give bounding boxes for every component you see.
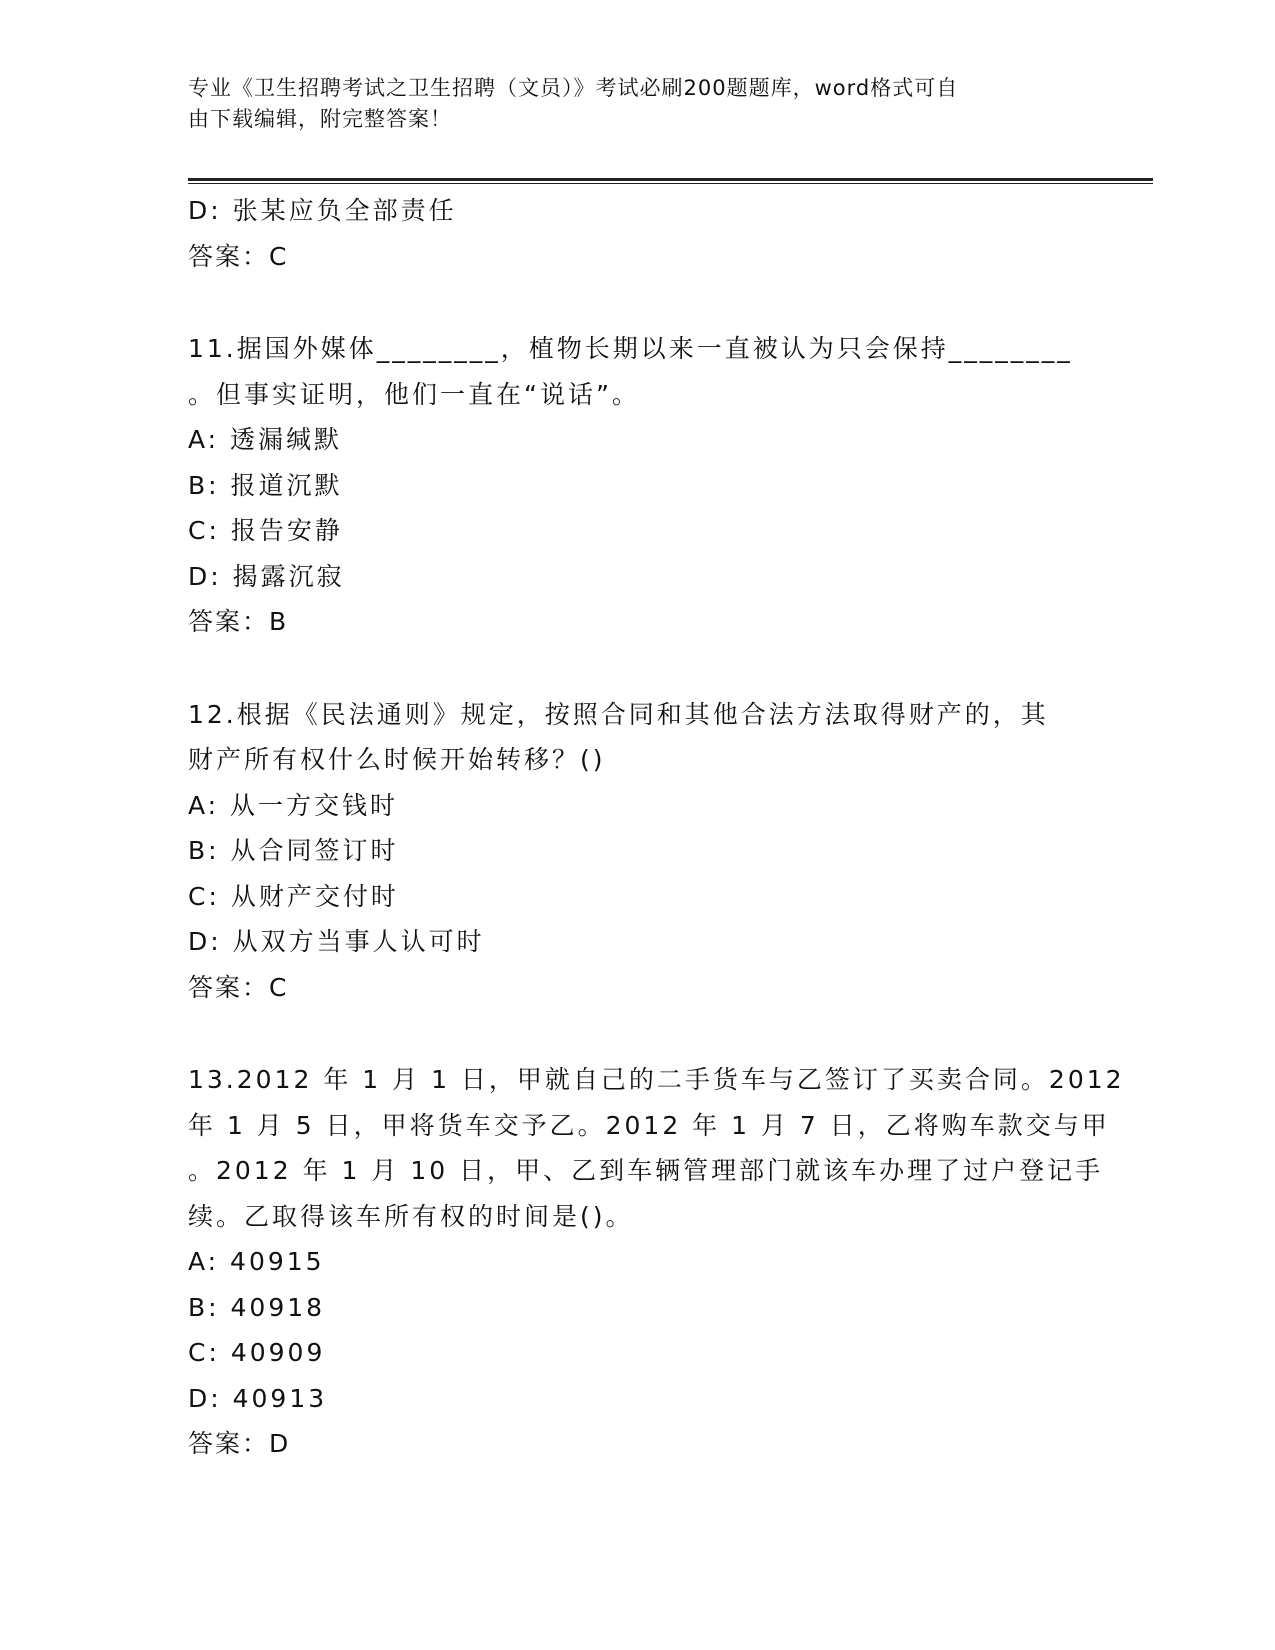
- question-11-stem-line-1: 11.据国外媒体________，植物长期以来一直被认为只会保持________: [188, 334, 1073, 363]
- header-divider-thick: [188, 178, 1153, 181]
- question-13-stem-line-1: 13.2012 年 1 月 1 日，甲就自己的二手货车与乙签订了买卖合同。2012: [188, 1065, 1125, 1094]
- question-11-option-b: B: 报道沉默: [188, 470, 343, 500]
- question-13-stem-line-4: 续。乙取得该车所有权的时间是()。: [188, 1201, 634, 1231]
- question-12-option-a: A: 从一方交钱时: [188, 790, 399, 820]
- question-12-stem-line-2: 财产所有权什么时候开始转移？(): [188, 745, 606, 774]
- question-13-stem-line-3: 。2012 年 1 月 10 日，甲、乙到车辆管理部门就该车办理了过户登记手: [188, 1156, 1104, 1185]
- question-11-option-d: D: 揭露沉寂: [188, 561, 345, 591]
- question-11-option-c: C: 报告安静: [188, 516, 343, 545]
- question-12: [188, 692, 1088, 1011]
- question-13-option-d: D: 40913: [188, 1383, 328, 1413]
- question-13-option-c: C: 40909: [188, 1338, 326, 1367]
- question-11-stem-line-2: 。但事实证明，他们一直在“说话”。: [188, 379, 640, 409]
- page-header: [188, 73, 1068, 135]
- header-line-2: 由下载编辑，附完整答案！: [188, 107, 452, 131]
- question-12-option-b: B: 从合同签订时: [188, 836, 399, 865]
- prev-answer: 答案：C: [188, 241, 289, 271]
- question-13-option-a: A: 40915: [188, 1247, 325, 1276]
- question-content: [188, 188, 1125, 1467]
- question-13-option-b: B: 40918: [188, 1292, 326, 1322]
- question-13-stem-line-2: 年 1 月 5 日，甲将货车交予乙。2012 年 1 月 7 日，乙将购车款交与甲: [188, 1110, 1110, 1140]
- spacer: [188, 1010, 1088, 1057]
- question-11-answer: 答案：B: [188, 607, 289, 636]
- question-13: [188, 1057, 1125, 1467]
- question-11: [188, 326, 1088, 645]
- question-12-option-d: D: 从双方当事人认可时: [188, 927, 485, 956]
- question-12-answer: 答案：C: [188, 972, 289, 1002]
- prev-option-d: D: 张某应负全部责任: [188, 196, 457, 225]
- header-line-1: 专业《卫生招聘考试之卫生招聘（文员）》考试必刷200题题库，word格式可自: [188, 76, 959, 100]
- spacer: [188, 645, 1088, 692]
- header-divider-thin: [188, 183, 1153, 184]
- question-11-option-a: A: 透漏缄默: [188, 425, 343, 454]
- question-12-stem-line-1: 12.根据《民法通则》规定，按照合同和其他合法方法取得财产的，其: [188, 699, 1049, 729]
- question-13-answer: 答案：D: [188, 1429, 291, 1458]
- question-12-option-c: C: 从财产交付时: [188, 881, 399, 911]
- spacer: [188, 279, 1088, 326]
